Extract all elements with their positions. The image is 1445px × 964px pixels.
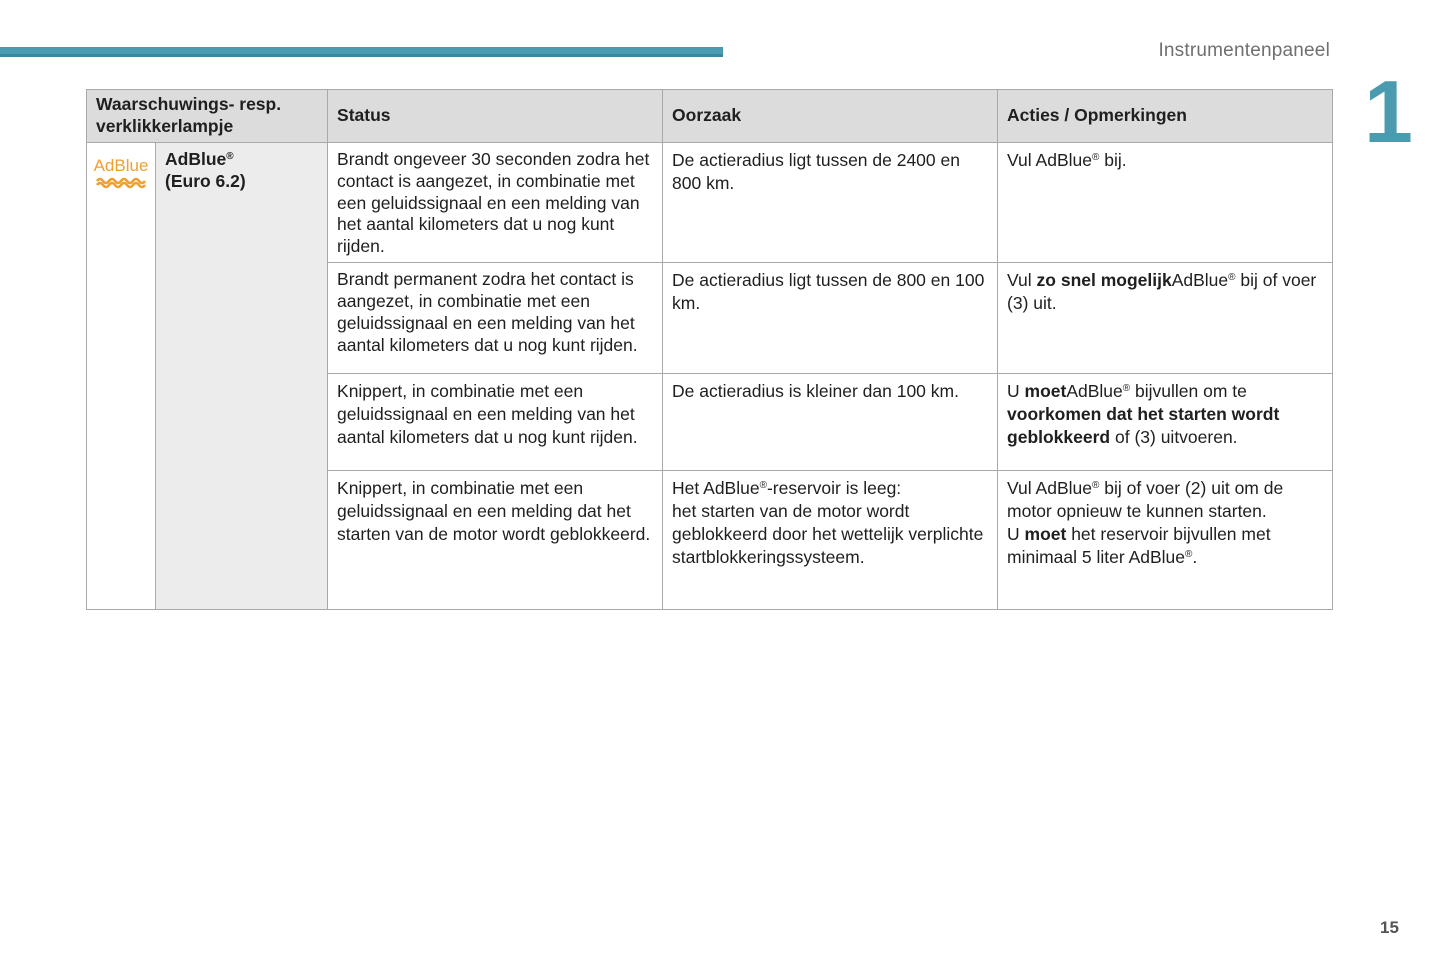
table-header-row (87, 90, 1333, 143)
column-header-actions: Acties / Opmerkingen (998, 90, 1333, 143)
action-text: Vul AdBlue (1007, 478, 1092, 499)
action-cell (998, 471, 1333, 610)
registered-mark: ® (759, 480, 767, 492)
registered-mark: ® (1185, 549, 1193, 561)
action-emphasis: moet (1024, 381, 1067, 402)
action-emphasis: moet (1024, 524, 1067, 545)
action-emphasis: zo snel mogelijk (1036, 270, 1172, 291)
column-header-lamp: Waarschuwings- resp. verklikkerlampje (87, 90, 328, 143)
registered-mark: ® (1228, 272, 1236, 284)
status-text: Knippert, in combinatie met een geluidssignaal en een melding dat het starten van de motor wordt geblokkeerd. (337, 478, 651, 545)
lamp-icon-cell (87, 142, 156, 609)
action-text: bij of voer (2) uit om de motor opnieuw te kunnen starten. (1007, 478, 1284, 522)
page-number: 15 (1380, 918, 1399, 937)
lamp-variant: (Euro 6.2) (165, 170, 246, 191)
warning-lamp-table (86, 89, 1333, 610)
cause-cell (663, 374, 998, 471)
registered-mark: ® (1092, 480, 1100, 492)
cause-cell (663, 263, 998, 374)
action-text: . (1192, 547, 1198, 568)
lamp-name: AdBlue (165, 148, 227, 169)
status-cell (328, 374, 663, 471)
column-header-status: Status (328, 90, 663, 143)
action-emphasis: voorkomen dat het starten wordt geblokkeerd (1007, 404, 1280, 448)
adblue-warning-icon (91, 155, 151, 191)
top-accent-bar (0, 47, 723, 57)
action-text: U (1007, 524, 1025, 545)
cause-cell (663, 471, 998, 610)
action-text: of (3) uitvoeren. (1110, 427, 1238, 448)
status-text: Knippert, in combinatie met een geluidssignaal en een melding van het aantal kilometers dat u nog kunt rijden. (337, 381, 638, 448)
status-text: Brandt ongeveer 30 seconden zodra het contact is aangezet, in combinatie met een geluidssignaal en een melding van het aantal kilometers dat u nog kunt rijden. (337, 148, 650, 257)
action-cell (998, 374, 1333, 471)
action-text: bij. (1099, 149, 1127, 170)
status-cell (328, 142, 663, 262)
cause-text: De actieradius ligt tussen de 2400 en 800 km. (672, 149, 960, 193)
registered-mark: ® (1122, 383, 1131, 395)
status-text: Brandt permanent zodra het contact is aangezet, in combinatie met een geluidssignaal en een melding van het aantal kilometers dat u nog kunt rijden. (337, 269, 638, 355)
cause-cell (663, 142, 998, 262)
adblue-icon-text: AdBlue (93, 155, 149, 175)
cause-text: De actieradius ligt tussen de 800 en 100 km. (672, 270, 985, 314)
status-cell (328, 263, 663, 374)
cause-text: De actieradius is kleiner dan 100 km. (672, 381, 959, 402)
lamp-name-cell (156, 142, 328, 609)
action-text: bij of voer (3) uit. (1007, 270, 1317, 314)
registered-mark: ® (1092, 151, 1100, 163)
action-text: bijvullen om te (1130, 381, 1247, 402)
column-header-cause: Oorzaak (663, 90, 998, 143)
table-row (87, 142, 1333, 262)
action-cell (998, 263, 1333, 374)
cause-text: het starten van de motor wordt geblokkeerd door het wettelijk verplichte startblokkeringssysteem. (672, 501, 984, 568)
cause-text: Het AdBlue (672, 478, 760, 499)
action-cell (998, 142, 1333, 262)
chapter-number: 1 (1364, 62, 1413, 161)
section-title: Instrumentenpaneel (1158, 40, 1330, 61)
status-cell (328, 471, 663, 610)
action-text: U (1007, 381, 1025, 402)
action-text: Vul (1007, 270, 1037, 291)
registered-mark: ® (226, 150, 234, 162)
action-text: Vul AdBlue (1007, 149, 1092, 170)
action-text: het reservoir bijvullen met minimaal 5 liter AdBlue (1007, 524, 1271, 568)
action-text: AdBlue (1171, 270, 1229, 291)
cause-text: -reservoir is leeg: (766, 478, 902, 499)
action-text: AdBlue (1066, 381, 1123, 402)
